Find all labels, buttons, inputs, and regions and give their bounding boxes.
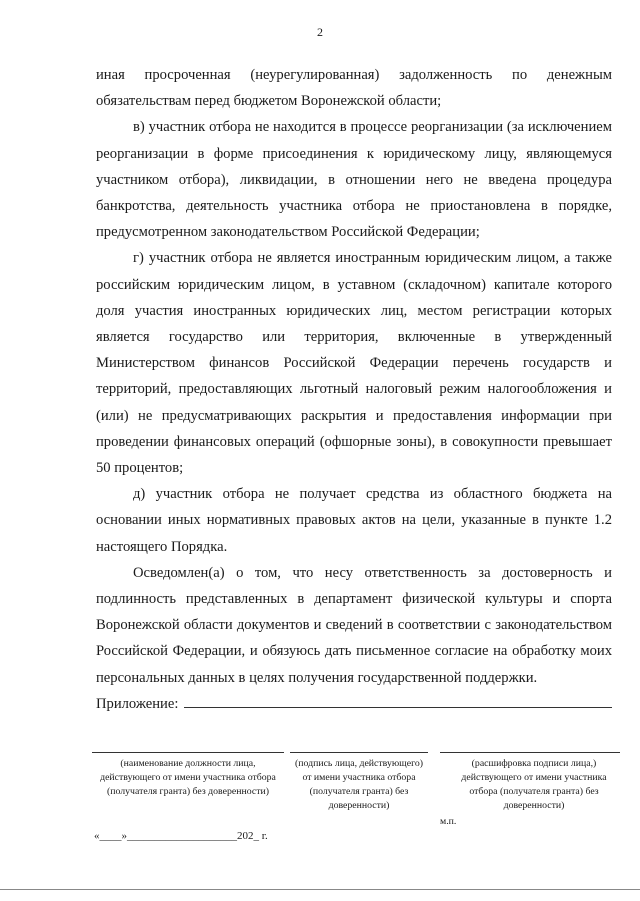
attachment-field[interactable]	[184, 691, 612, 708]
signature-position-column	[92, 752, 284, 799]
signature-name-column	[440, 752, 620, 813]
signature-name-line[interactable]	[440, 752, 620, 753]
paragraph-debt: иная просроченная (неурегулированная) задолженность по денежным обязательствам перед бюджетом Воронежской области;	[96, 67, 612, 110]
date-field[interactable]: «____»____________________202_ г.	[94, 830, 268, 842]
paragraph-item-v: в) участник отбора не находится в процессе реорганизации (за исключением реорганизации в форме присоединения к юридическому лицу, являющемуся участником отбора), ликвидации, в отношении него не введена процедура банкротства, деятельность участника отбора не приостановлена в порядке, предусмотренном законодательством Российской Федерации;	[96, 119, 612, 241]
document-body	[96, 62, 612, 717]
signature-block	[92, 752, 620, 832]
paragraph-acknowledgement: Осведомлен(а) о том, что несу ответственность за достоверность и подлинность представленных в департамент физической культуры и спорта Воронежской области документов и сведений в соответствии с законодательством Российской Федерации, и обязуюсь дать письменное согласие на обработку моих персональных данных в целях получения государственной поддержки.	[96, 564, 612, 686]
signature-sign-line[interactable]	[290, 752, 428, 753]
page-number: 2	[317, 25, 323, 39]
signature-name-caption: (расшифровка подписи лица,) действующего от имени участника отбора (получателя гранта) без доверенности)	[461, 758, 607, 811]
stamp-placeholder: м.п.	[440, 816, 457, 827]
attachment-label: Приложение:	[96, 695, 179, 712]
signature-sign-caption: (подпись лица, действующего) от имени участника отбора (получателя гранта) без доверенности)	[294, 758, 424, 811]
page-bottom-divider	[0, 889, 640, 890]
paragraph-item-g: г) участник отбора не является иностранным юридическим лицом, а также российским юридическим лицом, в уставном (складочном) капитале которого доля участия иностранных юридических лиц, местом регистрации которых является государство или территория, включенные в утвержденный Министерством финансов Российской Федерации перечень государств и территорий, предоставляющих льготный налоговый режим налогообложения и (или) не предусматривающих раскрытия и предоставления информации при проведении финансовых операций (офшорные зоны), в совокупности превышает 50 процентов;	[96, 250, 612, 477]
signature-position-caption: (наименование должности лица, действующего от имени участника отбора (получателя гранта) без доверенности)	[100, 758, 276, 797]
signature-sign-column	[290, 752, 428, 813]
signature-position-line[interactable]	[92, 752, 284, 753]
paragraph-item-d: д) участник отбора не получает средства из областного бюджета на основании иных нормативных правовых актов на цели, указанные в пункте 1.2 настоящего Порядка.	[96, 486, 612, 555]
attachment-row	[96, 691, 612, 717]
